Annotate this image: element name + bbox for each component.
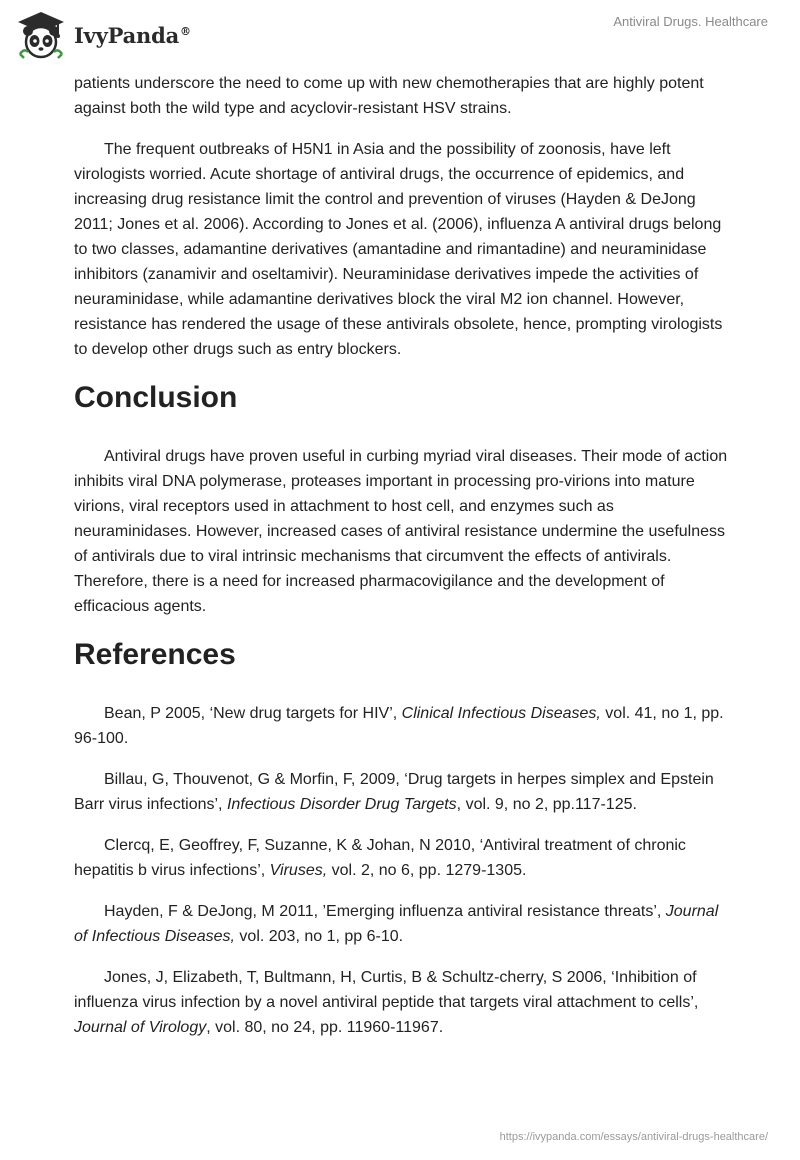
journal-title: Viruses, bbox=[269, 862, 328, 879]
reference-item: Clercq, E, Geoffrey, F, Suzanne, K & Johan, N 2010, ‘Antiviral treatment of chronic hepatitis b virus infections’, Viruses, vol. 2, no 6, pp. 1279-1305. bbox=[74, 837, 686, 879]
journal-title: Journal of Infectious Diseases, bbox=[74, 903, 719, 945]
paragraph: patients underscore the need to come up with new chemotherapies that are highly potent against both the wild type and acyclovir-resistant HSV strains. bbox=[74, 75, 704, 117]
brand-name: IvyPanda® bbox=[74, 22, 191, 48]
page-header bbox=[0, 0, 800, 70]
paragraph: The frequent outbreaks of H5N1 in Asia and the possibility of zoonosis, have left virologists worried. Acute shortage of antiviral drugs, the occurrence of epidemics, and increasing drug resistance limit the control and prevention of viruses (Hayden & DeJong 2011; Jones et al. 2006). According to Jones et al. (2006), influenza A antiviral drugs belong to two classes, adamantine derivatives (amantadine and rimantadine) and neuraminidase inhibitors (zanamivir and oseltamivir). Neuraminidase derivatives impede the activities of neuraminidase, while adamantine derivatives block the viral M2 ion channel. However, resistance has rendered the usage of these antivirals obsolete, hence, prompting virologists to develop other drugs such as entry blockers. bbox=[74, 141, 723, 358]
reference-item: Jones, J, Elizabeth, T, Bultmann, H, Curtis, B & Schultz-cherry, S 2006, ‘Inhibition of influenza virus infection by a novel antiviral peptide that targets viral attachment to cells’, Journal of Virology, vol. 80, no 24, pp. 11960-11967. bbox=[74, 969, 699, 1036]
conclusion-heading: Conclusion bbox=[74, 381, 238, 414]
registered-mark: ® bbox=[180, 24, 191, 38]
conclusion-paragraph: Antiviral drugs have proven useful in curbing myriad viral diseases. Their mode of action inhibits viral DNA polymerase, proteases important in processing pro-virions into mature virions, viral receptors used in attachment to host cell, and enzymes such as neuraminidases. However, increased cases of antiviral resistance undermine the usefulness of antivirals due to viral intrinsic mechanisms that circumvent the effects of antivirals. Therefore, there is a need for increased pharmacovigilance and the development of efficacious agents. bbox=[74, 448, 728, 615]
document-title: Antiviral Drugs. Healthcare bbox=[613, 14, 768, 29]
references-list bbox=[74, 701, 728, 1040]
panda-logo-icon bbox=[14, 8, 68, 62]
reference-item: Hayden, F & DeJong, M 2011, ’Emerging influenza antiviral resistance threats’, Journal of Infectious Diseases, vol. 203, no 1, pp 6-10. bbox=[74, 903, 719, 945]
references-heading: References bbox=[74, 638, 236, 671]
reference-item: Billau, G, Thouvenot, G & Morfin, F, 2009, ‘Drug targets in herpes simplex and Epstein Barr virus infections’, Infectious Disorder Drug Targets, vol. 9, no 2, pp.117-125. bbox=[74, 771, 714, 813]
journal-title: Journal of Virology bbox=[74, 1019, 207, 1036]
journal-title: Infectious Disorder Drug Targets bbox=[226, 796, 457, 813]
reference-item: Bean, P 2005, ‘New drug targets for HIV’, Clinical Infectious Diseases, vol. 41, no 1, pp. 96-100. bbox=[74, 705, 724, 747]
article-body bbox=[74, 71, 728, 1056]
journal-title: Clinical Infectious Diseases, bbox=[401, 705, 601, 722]
logo[interactable] bbox=[14, 8, 191, 62]
source-url[interactable]: https://ivypanda.com/essays/antiviral-drugs-healthcare/ bbox=[499, 1131, 768, 1143]
